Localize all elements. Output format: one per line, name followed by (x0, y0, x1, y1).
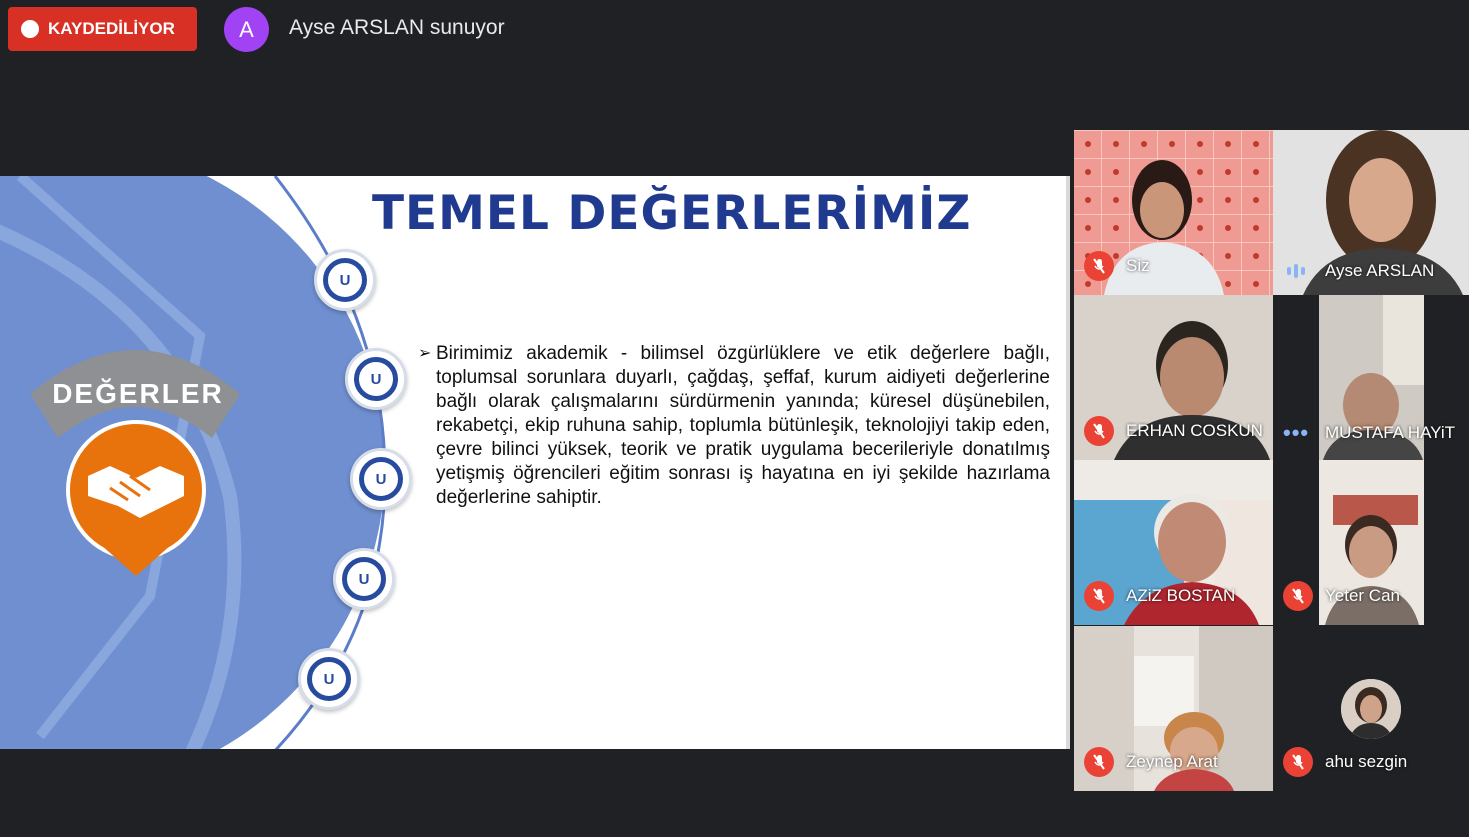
mic-off-icon (1084, 581, 1114, 611)
mic-off-icon (1283, 747, 1313, 777)
audio-level-icon (1283, 264, 1313, 278)
participant-name-row (1084, 747, 1218, 777)
participant-name-row (1283, 261, 1434, 281)
presenter-avatar: A (224, 7, 269, 52)
university-logo-icon: U (298, 648, 360, 710)
participant-name: Zeynep Arat (1126, 752, 1218, 771)
recording-badge[interactable] (8, 7, 197, 51)
university-logo-icon: U (350, 448, 412, 510)
participant-name: Ayse ARSLAN (1325, 261, 1435, 280)
participant-tile[interactable] (1074, 130, 1273, 295)
ribbon-label: DEĞERLER (52, 378, 224, 409)
university-logo-icon: U (314, 249, 376, 311)
university-logo-icon: U (345, 348, 407, 410)
participant-name: Yeter Can (1325, 586, 1400, 605)
participant-tile[interactable] (1074, 460, 1273, 625)
more-dots-icon: ••• (1283, 420, 1310, 445)
participant-tile[interactable] (1074, 295, 1273, 460)
participant-name: ERHAN COSKUN (1126, 421, 1263, 440)
participant-name: Siz (1126, 256, 1150, 275)
participant-name-row (1084, 251, 1150, 281)
university-logo-icon: U (333, 548, 395, 610)
participant-name-row (1084, 416, 1263, 446)
arrow-bullet-icon: ➢ (418, 345, 432, 362)
participant-name: AZiZ BOSTAN (1126, 586, 1236, 605)
participant-tile[interactable] (1273, 460, 1469, 625)
participant-tile[interactable] (1273, 130, 1469, 295)
slide-title: TEMEL DEĞERLERİMİZ (372, 186, 972, 241)
recording-label: KAYDEDİLİYOR (48, 19, 175, 38)
record-dot-icon (21, 20, 39, 38)
participant-name-row (1084, 581, 1235, 611)
mic-off-icon (1283, 581, 1313, 611)
participant-tile[interactable] (1273, 626, 1469, 791)
participant-name-row (1283, 420, 1455, 446)
slide-bullet-text: Birimimiz akademik - bilimsel özgürlüklere ve etik değerlere bağlı, toplumsal sorunlara duyarlı, çağdaş, şeffaf, kurum aidiyeti değerlerine bağlı olarak çalışmalarını sürdürmenin yanında; küresel düşünebilen, rekabetçi, ekip ruhuna sahip, toplumla bütünleşik, teknolojiyi takip eden, çevre bilinci yüksek, teorik ve pratik uygulama becerileriyle donatılmış yetişmiş öğrencileri eğitim sonrası iş hayatına en iyi şekilde hazırlama değerlerine sahiptir. (436, 343, 1050, 508)
mic-off-icon (1084, 251, 1114, 281)
participant-name-row (1283, 747, 1407, 777)
mic-off-icon (1084, 416, 1114, 446)
participant-tile[interactable] (1074, 626, 1273, 791)
participant-name: ahu sezgin (1325, 752, 1408, 771)
presentation-slide (0, 176, 1070, 749)
participant-name: MUSTAFA HAYiT (1325, 423, 1456, 442)
participant-tile[interactable] (1273, 295, 1469, 460)
mic-off-icon (1084, 747, 1114, 777)
presenter-status: Ayse ARSLAN sunuyor (289, 16, 505, 39)
slide-bullet (418, 342, 1050, 510)
participant-name-row (1283, 581, 1400, 611)
avatar (1341, 679, 1401, 739)
